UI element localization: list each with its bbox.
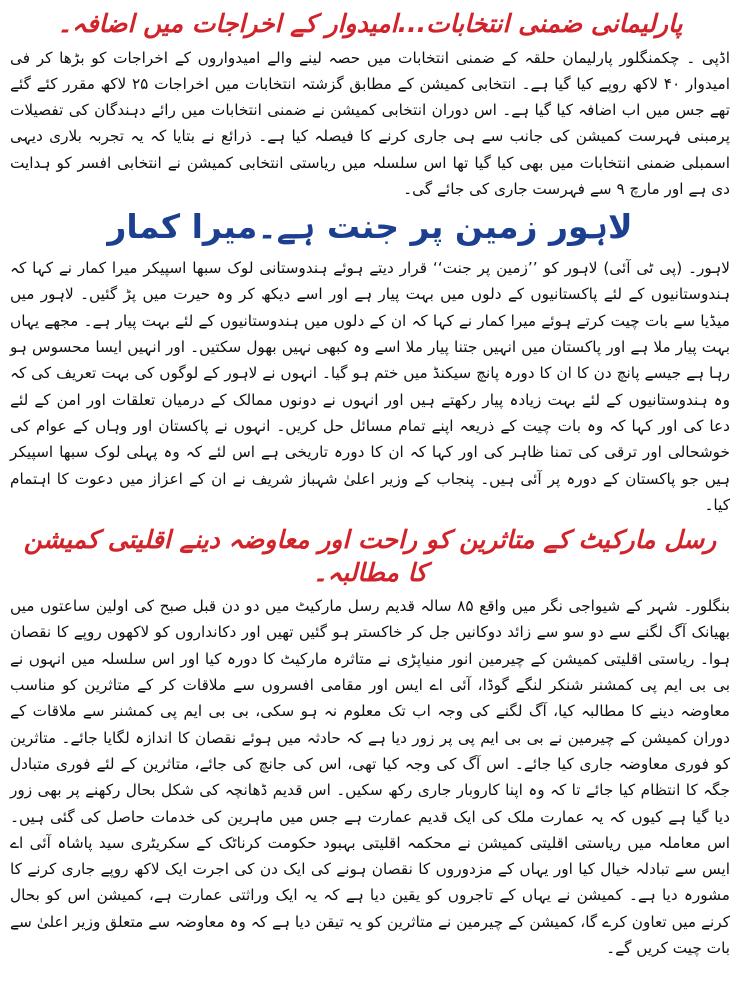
article-russell-market [10, 518, 730, 961]
body-russell-market: بنگلور۔ شہر کے شیواجی نگر میں واقع ۸۵ سالہ قدیم رسل مارکیٹ میں دو دن قبل صبح کی اولین ساعتوں میں بھیانک آگ لگنے سے دو سو سے زائد دوکانیں جل کر خاکستر ہو گئیں تھیں اور دکانداروں کو لاکھوں روپے کا نقصان ہوا۔ ریاستی اقلیتی کمیشن کے چیرمین انور منیاپڑی نے متاثرہ مارکیٹ کا دورہ کیا اور اس سلسلہ میں انہوں نے بی بی ایم پی کمشنر شنکر لنگے گوڈا، آئی اے ایس اور مقامی افسروں سے ملاقات کر کے متاثرین کو مناسب معاوضہ دینے کا مطالبہ کیا، آگ لگنے کی وجہ اب تک معلوم نہ ہو سکی، بی بی ایم پی کمشنر سے ملاقات کے دوران کمیشن کے چیرمین نے بی بی ایم پی پر زور دیا ہے کہ حادثہ میں ہوئے نقصان کا اندازہ لگایا جائے۔ متاثرین کو فوری معاوضہ جاری کیا جائے۔ اس آگ کی وجہ کیا تھی، اس کی جانچ کی جائے، متاثرین کے لئے فوری متبادل جگہ کا انتظام کیا جائے تا کہ وہ اپنا کاروبار جاری رکھ سکیں۔ اس قدیم ڈھانچہ کی شکل بحال رکھنے پر بھی زور دیا گیا ہے کیوں کہ یہ عمارت ملک کی ایک قدیم عمارت ہے جس میں ماہرین کی خدمات حاصل کی گئی ہیں۔ اس معاملہ میں ریاستی اقلیتی کمیشن نے محکمہ اقلیتی بہبود حکومت کرناٹک کے سکریٹری سید پاشاہ آئی اے ایس سے تبادلہ خیال کیا اور یہاں کے مزدوروں کا نقصان ہونے کی ایک دن کی اجرت ایک لاکھ روپے جاری کرنے کا مشورہ دیا ہے۔ کمیشن نے یہاں کے تاجروں کو یقین دیا ہے کہ یہ ایک وراثتی عمارت ہے، کمیشن اس کو بحال کرنے میں تعاون کرے گا، کمیشن کے چیرمین نے متاثرین کو یہ تیقن دیا ہے کہ وہ معاوضہ سے متعلق وزیر اعلیٰ سے بات چیت کریں گے۔ [10, 597, 730, 957]
article-lahore-heaven [10, 202, 730, 518]
headline-by-election-expenses: پارلیمانی ضمنی انتخابات...امیدوار کے اخراجات میں اضافہ۔ [57, 9, 683, 38]
body-lahore-heaven: لاہور۔ (پی ٹی آئی) لاہور کو ’’زمین پر جنت‘‘ قرار دیتے ہوئے ہندوستانی لوک سبھا اسپیکر میرا کمار نے کہا کہ ہندوستانیوں کے لئے پاکستانیوں کے دلوں میں بہت پیار ہے اور اسے دیکھ کر وہ حیرت میں پڑ گئیں۔ لاہور میں میڈیا سے بات چیت کرتے ہوئے میرا کمار نے کہا کہ ان کے دلوں میں ہندوستانیوں کے لئے بہت پیار ہے۔ مجھے یہاں بہت پیار ملا ہے اور پاکستان میں انہیں جتنا پیار ملا اسے وہ کبھی نہیں بھول سکتیں۔ اور انہیں ایسا محسوس ہو رہا ہے جیسے پانچ دن کا ان کا دورہ پانچ سیکنڈ میں ختم ہو گیا۔ انہوں نے لاہور کے لوگوں کی بہت تعریف کی کہ وہ ہندوستانیوں کے لئے بہت زیادہ پیار رکھتے ہیں اور انہوں نے دونوں ممالک کے درمیان تعلقات اور امن کے لئے دعا کی اور کہا کہ وہ بات چیت کے ذریعہ اپنے تمام مسائل حل کریں۔ انہوں نے پاکستان اور وہاں کے عوام کی خوشحالی اور ترقی کی تمنا ظاہر کی اور کہا کہ ان کا دورہ تاریخی ہے اس لئے کہ وہ پہلی لوک سبھا اسپیکر ہیں جو پاکستان کے دورہ پر آئی ہیں۔ پنجاب کے وزیر اعلیٰ شہباز شریف نے ان کے اعزاز میں دعوت کا اہتمام کیا۔ [10, 259, 730, 514]
body-by-election-expenses: اڈپی ۔ چکمنگلور پارلیمان حلقہ کے ضمنی انتخابات میں حصہ لینے والے امیدواروں کے اخراجات کو بڑھا کر فی امیدوار ۴۰ لاکھ روپے کیا گیا ہے۔ انتخابی کمیشن کے مطابق گزشتہ انتخابات میں اخراجات ۲۵ لاکھ مقرر کئے گئے تھے جس میں اب اضافہ کیا گیا ہے۔ اس دوران انتخابی کمیشن نے ضمنی انتخابات میں رائے دہندگان کی تفصیلات پرمبنی فہرست کمیشن کی جانب سے ہی جاری کرنے کا فیصلہ کیا ہے۔ ذرائع نے بتایا کہ یہ تجربہ بلاری دیہی اسمبلی ضمنی انتخابات میں بھی کیا گیا تھا اس سلسلہ میں ریاستی انتخابی کمیشن نے انتخابی افسر کو ہدایت دی ہے اور مارچ ۹ سے فہرست جاری کی جائے گی۔ [10, 48, 730, 198]
headline-russell-market: رسل مارکیٹ کے متاثرین کو راحت اور معاوضہ دینے اقلیتی کمیشن کا مطالبہ۔ [23, 525, 717, 587]
headline-lahore-heaven: لاہور زمین پر جنت ہے۔میرا کمار [107, 207, 633, 247]
article-by-election-expenses [10, 2, 730, 202]
